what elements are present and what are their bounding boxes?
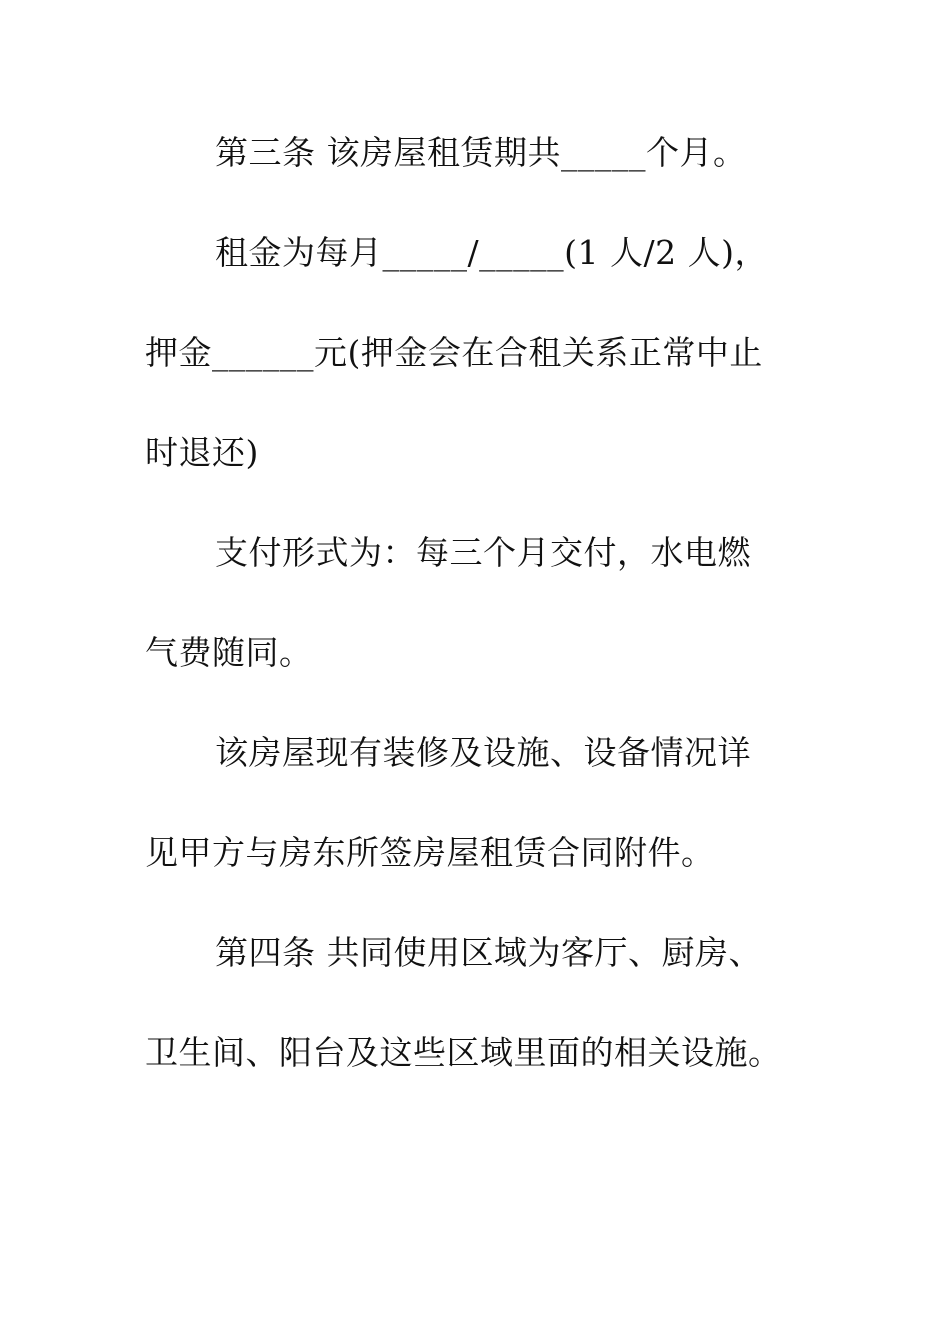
shared-areas-continued: 卫生间、阳台及这些区域里面的相关设施。 xyxy=(145,1033,782,1072)
fixtures-reference-line: 见甲方与房东所签房屋租赁合同附件。 xyxy=(145,833,715,872)
payment-method-line: 支付形式为：每三个月交付，水电燃 xyxy=(215,533,751,572)
clause-3-lease-term: 第三条 该房屋租赁期共_____个月。 xyxy=(215,133,747,172)
fixtures-line: 该房屋现有装修及设施、设备情况详 xyxy=(215,733,751,772)
deposit-line: 押金______元(押金会在合租关系正常中止 xyxy=(145,333,763,372)
clause-4-shared-areas: 第四条 共同使用区域为客厅、厨房、 xyxy=(215,933,762,972)
deposit-return-line: 时退还) xyxy=(145,433,259,472)
utilities-line: 气费随同。 xyxy=(145,633,313,672)
rent-amount-line: 租金为每月_____/_____(1 人/2 人)， xyxy=(215,233,768,272)
